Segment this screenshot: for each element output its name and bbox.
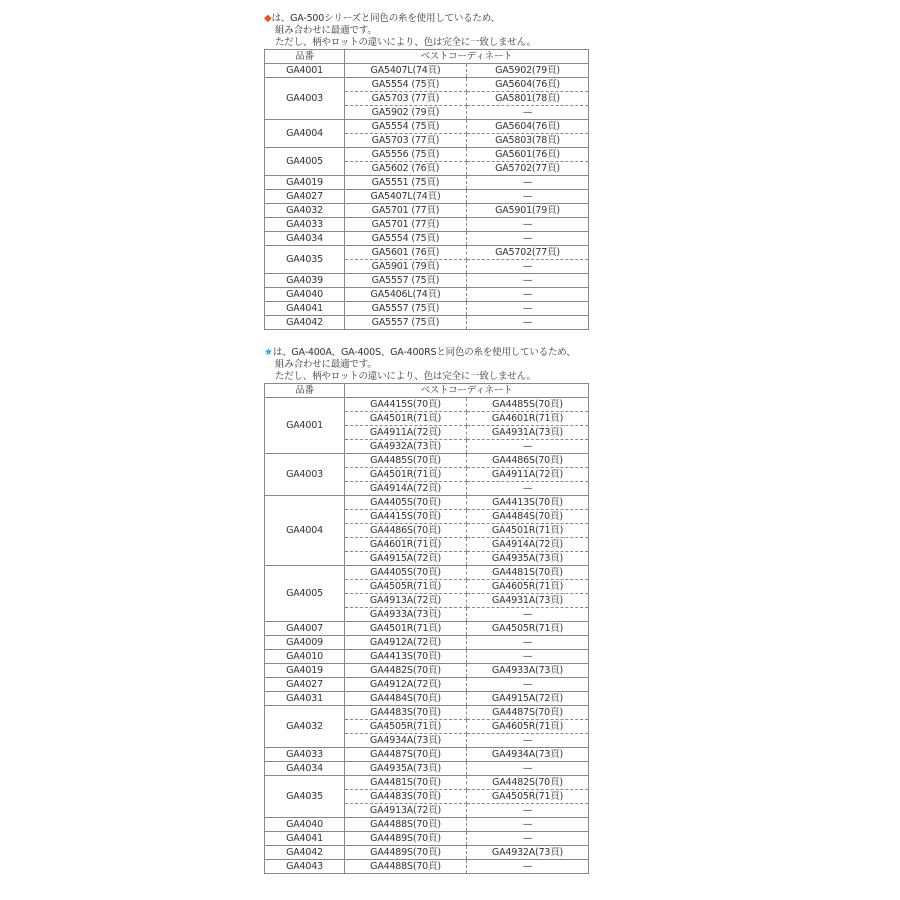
coordinate-item-right: GA4605R(71頁) — [467, 580, 589, 594]
product-number-cell: GA4005 — [265, 148, 345, 176]
coordinate-item-right: — — [467, 176, 589, 190]
coordinate-item-left: GA4405S(70頁) — [345, 566, 467, 580]
product-number-cell: GA4041 — [265, 832, 345, 846]
product-number-cell: GA4040 — [265, 818, 345, 832]
coordinate-item-left: GA4405S(70頁) — [345, 496, 467, 510]
table-row — [265, 818, 589, 832]
coordinate-item-right: GA4915A(72頁) — [467, 692, 589, 706]
table-row — [265, 650, 589, 664]
table-row — [265, 316, 589, 330]
coordinate-item-left: GA4487S(70頁) — [345, 748, 467, 762]
coordinate-item-right: — — [467, 608, 589, 622]
table-row — [265, 860, 589, 874]
coordinate-item-left: GA5902 (79頁) — [345, 106, 467, 120]
coordinate-item-left: GA4912A(72頁) — [345, 678, 467, 692]
coordinate-item-right: GA4935A(73頁) — [467, 552, 589, 566]
coordinate-table — [264, 49, 589, 330]
coordinate-item-right: GA4485S(70頁) — [467, 398, 589, 412]
table-header-row — [265, 50, 589, 64]
table-row — [265, 204, 589, 218]
table-row — [265, 636, 589, 650]
coordinate-item-left: GA5703 (77頁) — [345, 134, 467, 148]
table-row — [265, 274, 589, 288]
product-number-cell: GA4040 — [265, 288, 345, 302]
table-row — [265, 692, 589, 706]
section-ga500-coordinate — [264, 13, 588, 330]
coordinate-item-right: GA4934A(73頁) — [467, 748, 589, 762]
coordinate-item-right: GA4911A(72頁) — [467, 468, 589, 482]
coordinate-item-left: GA4489S(70頁) — [345, 846, 467, 860]
coordinate-item-right: GA4601R(71頁) — [467, 412, 589, 426]
coordinate-item-left: GA4415S(70頁) — [345, 510, 467, 524]
coordinate-item-right: — — [467, 316, 589, 330]
coordinate-item-right: GA4484S(70頁) — [467, 510, 589, 524]
coordinate-item-right: — — [467, 218, 589, 232]
coordinate-item-left: GA4484S(70頁) — [345, 692, 467, 706]
coordinate-item-left: GA5557 (75頁) — [345, 302, 467, 316]
product-number-cell: GA4042 — [265, 316, 345, 330]
note-line-1 — [264, 347, 588, 359]
coordinate-item-left: GA5557 (75頁) — [345, 316, 467, 330]
section-ga400-coordinate — [264, 347, 588, 874]
coordinate-item-left: GA4415S(70頁) — [345, 398, 467, 412]
coordinate-item-left: GA4489S(70頁) — [345, 832, 467, 846]
note-line-3: ただし、柄やロットの違いにより、色は完全に一致しません。 — [275, 371, 536, 382]
coordinate-item-right: GA5601(76頁) — [467, 148, 589, 162]
coordinate-item-right: — — [467, 650, 589, 664]
coordinate-item-left: GA5551 (75頁) — [345, 176, 467, 190]
coordinate-item-left: GA4482S(70頁) — [345, 664, 467, 678]
coordinate-item-left: GA5701 (77頁) — [345, 218, 467, 232]
coordinate-item-left: GA5554 (75頁) — [345, 120, 467, 134]
coordinate-item-left: GA4601R(71頁) — [345, 538, 467, 552]
table-row — [265, 776, 589, 790]
coordinate-item-right: GA5604(76頁) — [467, 120, 589, 134]
coordinate-item-left: GA4934A(73頁) — [345, 734, 467, 748]
table-header-row — [265, 384, 589, 398]
coordinate-item-right: GA4933A(73頁) — [467, 664, 589, 678]
coordinate-item-right: — — [467, 636, 589, 650]
table-row — [265, 78, 589, 92]
product-number-cell: GA4031 — [265, 692, 345, 706]
table-row — [265, 846, 589, 860]
product-number-cell: GA4001 — [265, 64, 345, 78]
coordinate-item-right: — — [467, 440, 589, 454]
note-line-1 — [264, 13, 588, 25]
table-row — [265, 664, 589, 678]
table-row — [265, 120, 589, 134]
coordinate-item-right: — — [467, 734, 589, 748]
product-number-cell: GA4032 — [265, 706, 345, 748]
table-row — [265, 678, 589, 692]
coordinate-item-left: GA4485S(70頁) — [345, 454, 467, 468]
coordinate-item-left: GA4505R(71頁) — [345, 720, 467, 734]
coordinate-item-right: GA4605R(71頁) — [467, 720, 589, 734]
coordinate-item-right: — — [467, 260, 589, 274]
header-best-coordinate: ベストコーディネート — [345, 50, 589, 64]
coordinate-item-right: — — [467, 190, 589, 204]
header-best-coordinate: ベストコーディネート — [345, 384, 589, 398]
coordinate-item-right: GA4482S(70頁) — [467, 776, 589, 790]
coordinate-item-right: — — [467, 762, 589, 776]
section-note — [264, 13, 588, 49]
table-row — [265, 762, 589, 776]
product-number-cell: GA4042 — [265, 846, 345, 860]
section-note — [264, 347, 588, 383]
coordinate-item-right: GA4487S(70頁) — [467, 706, 589, 720]
table-row — [265, 302, 589, 316]
product-number-cell: GA4004 — [265, 120, 345, 148]
note-line-2: 組み合わせに最適です。 — [275, 25, 377, 36]
coordinate-item-right: GA4505R(71頁) — [467, 790, 589, 804]
coordinate-item-right: — — [467, 302, 589, 316]
table-row — [265, 496, 589, 510]
coordinate-item-left: GA5703 (77頁) — [345, 92, 467, 106]
coordinate-item-right: GA4486S(70頁) — [467, 454, 589, 468]
coordinate-item-left: GA5554 (75頁) — [345, 78, 467, 92]
table-row — [265, 64, 589, 78]
coordinate-table — [264, 383, 589, 874]
coordinate-item-right: GA5702(77頁) — [467, 246, 589, 260]
coordinate-item-left: GA5901 (79頁) — [345, 260, 467, 274]
note-text-1: は、GA-500シリーズと同色の糸を使用しているため、 — [271, 13, 500, 24]
table-row — [265, 454, 589, 468]
header-product-number: 品番 — [265, 384, 345, 398]
coordinate-item-left: GA5701 (77頁) — [345, 204, 467, 218]
coordinate-item-left: GA4932A(73頁) — [345, 440, 467, 454]
coordinate-item-right: GA4932A(73頁) — [467, 846, 589, 860]
table-row — [265, 832, 589, 846]
header-product-number: 品番 — [265, 50, 345, 64]
coordinate-item-right: GA5803(78頁) — [467, 134, 589, 148]
diamond-icon: ◆ — [264, 13, 272, 24]
product-number-cell: GA4019 — [265, 176, 345, 190]
coordinate-item-left: GA4915A(72頁) — [345, 552, 467, 566]
product-number-cell: GA4007 — [265, 622, 345, 636]
table-row — [265, 622, 589, 636]
product-number-cell: GA4035 — [265, 776, 345, 818]
coordinate-item-right: — — [467, 818, 589, 832]
coordinate-item-left: GA4912A(72頁) — [345, 636, 467, 650]
coordinate-item-right: — — [467, 482, 589, 496]
coordinate-item-left: GA4914A(72頁) — [345, 482, 467, 496]
coordinate-item-right: GA4501R(71頁) — [467, 524, 589, 538]
coordinate-item-right: GA4413S(70頁) — [467, 496, 589, 510]
table-body — [265, 398, 589, 874]
coordinate-item-left: GA5554 (75頁) — [345, 232, 467, 246]
table-body — [265, 64, 589, 330]
coordinate-item-left: GA4483S(70頁) — [345, 790, 467, 804]
coordinate-item-left: GA4481S(70頁) — [345, 776, 467, 790]
table-row — [265, 566, 589, 580]
product-number-cell: GA4033 — [265, 748, 345, 762]
product-number-cell: GA4009 — [265, 636, 345, 650]
coordinate-item-right: — — [467, 232, 589, 246]
coordinate-item-right: — — [467, 860, 589, 874]
coordinate-item-right: GA4914A(72頁) — [467, 538, 589, 552]
coordinate-item-left: GA4913A(72頁) — [345, 804, 467, 818]
coordinate-item-right: GA4505R(71頁) — [467, 622, 589, 636]
product-number-cell: GA4032 — [265, 204, 345, 218]
coordinate-item-right: GA4481S(70頁) — [467, 566, 589, 580]
product-number-cell: GA4039 — [265, 274, 345, 288]
coordinate-item-left: GA4913A(72頁) — [345, 594, 467, 608]
coordinate-item-right: GA5901(79頁) — [467, 204, 589, 218]
coordinate-item-right: — — [467, 288, 589, 302]
product-number-cell: GA4027 — [265, 190, 345, 204]
coordinate-item-right: — — [467, 832, 589, 846]
coordinate-item-left: GA5557 (75頁) — [345, 274, 467, 288]
coordinate-item-left: GA4413S(70頁) — [345, 650, 467, 664]
note-line-2: 組み合わせに最適です。 — [275, 359, 377, 370]
table-row — [265, 190, 589, 204]
coordinate-item-left: GA5601 (76頁) — [345, 246, 467, 260]
coordinate-item-right: — — [467, 804, 589, 818]
note-line-3: ただし、柄やロットの違いにより、色は完全に一致しません。 — [275, 37, 536, 48]
coordinate-item-left: GA4486S(70頁) — [345, 524, 467, 538]
note-text-1: は、GA-400A、GA-400S、GA-400RSと同色の糸を使用しているため、 — [272, 347, 576, 358]
table-row — [265, 148, 589, 162]
coordinate-item-right: GA4931A(73頁) — [467, 426, 589, 440]
table-row — [265, 706, 589, 720]
star-icon: ★ — [264, 347, 273, 358]
coordinate-item-right: GA4931A(73頁) — [467, 594, 589, 608]
coordinate-item-right: GA5801(78頁) — [467, 92, 589, 106]
product-number-cell: GA4004 — [265, 496, 345, 566]
coordinate-item-left: GA5407L(74頁) — [345, 64, 467, 78]
table-row — [265, 176, 589, 190]
product-number-cell: GA4003 — [265, 454, 345, 496]
product-number-cell: GA4043 — [265, 860, 345, 874]
coordinate-item-right: — — [467, 274, 589, 288]
coordinate-item-right: GA5604(76頁) — [467, 78, 589, 92]
product-number-cell: GA4041 — [265, 302, 345, 316]
coordinate-item-right: — — [467, 106, 589, 120]
coordinate-item-left: GA4501R(71頁) — [345, 468, 467, 482]
coordinate-item-right: — — [467, 678, 589, 692]
table-row — [265, 246, 589, 260]
coordinate-item-left: GA5602 (76頁) — [345, 162, 467, 176]
product-number-cell: GA4019 — [265, 664, 345, 678]
coordinate-item-left: GA4505R(71頁) — [345, 580, 467, 594]
coordinate-item-left: GA4483S(70頁) — [345, 706, 467, 720]
coordinate-item-left: GA4911A(72頁) — [345, 426, 467, 440]
product-number-cell: GA4034 — [265, 232, 345, 246]
product-number-cell: GA4003 — [265, 78, 345, 120]
coordinate-item-left: GA4935A(73頁) — [345, 762, 467, 776]
coordinate-item-left: GA5556 (75頁) — [345, 148, 467, 162]
product-number-cell: GA4033 — [265, 218, 345, 232]
table-row — [265, 748, 589, 762]
table-row — [265, 288, 589, 302]
coordinate-item-left: GA4501R(71頁) — [345, 412, 467, 426]
coordinate-item-right: GA5902(79頁) — [467, 64, 589, 78]
product-number-cell: GA4034 — [265, 762, 345, 776]
coordinate-item-left: GA4933A(73頁) — [345, 608, 467, 622]
coordinate-item-left: GA4488S(70頁) — [345, 818, 467, 832]
coordinate-item-left: GA4488S(70頁) — [345, 860, 467, 874]
coordinate-item-left: GA5407L(74頁) — [345, 190, 467, 204]
product-number-cell: GA4010 — [265, 650, 345, 664]
product-number-cell: GA4001 — [265, 398, 345, 454]
product-number-cell: GA4005 — [265, 566, 345, 622]
table-row — [265, 232, 589, 246]
product-number-cell: GA4035 — [265, 246, 345, 274]
coordinate-item-right: GA5702(77頁) — [467, 162, 589, 176]
table-row — [265, 398, 589, 412]
table-row — [265, 218, 589, 232]
product-number-cell: GA4027 — [265, 678, 345, 692]
coordinate-item-left: GA5406L(74頁) — [345, 288, 467, 302]
coordinate-item-left: GA4501R(71頁) — [345, 622, 467, 636]
